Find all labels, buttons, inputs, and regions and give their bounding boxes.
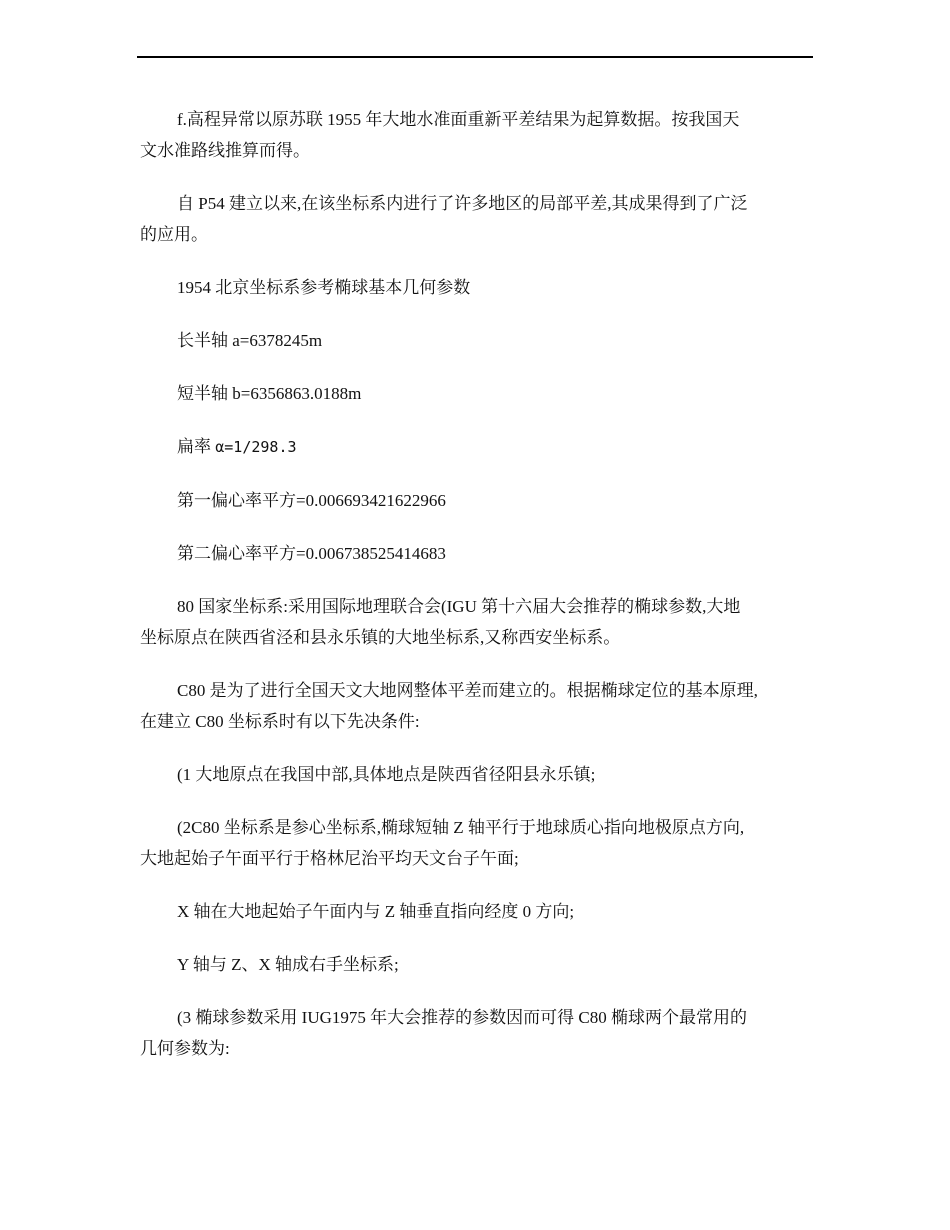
text-line: X 轴在大地起始子午面内与 Z 轴垂直指向经度 0 方向;: [177, 902, 575, 921]
text-line: C80 是为了进行全国天文大地网整体平差而建立的。根据椭球定位的基本原理,: [177, 681, 758, 700]
text-line: 第一偏心率平方=0.006693421622966: [177, 491, 446, 510]
paragraph-elevation-anomaly: [140, 104, 812, 166]
text-line: 长半轴 a=6378245m: [177, 331, 323, 350]
document-body: [140, 104, 812, 1064]
paragraph-c80-definition: [140, 591, 812, 653]
text-line: 1954 北京坐标系参考椭球基本几何参数: [177, 278, 471, 297]
text-line: 几何参数为:: [140, 1039, 230, 1058]
paragraph-c80-purpose: [140, 675, 812, 737]
paragraph-p54-usage: [140, 188, 812, 250]
text-line: 第二偏心率平方=0.006738525414683: [177, 544, 446, 563]
paragraph-semi-major-axis: [140, 325, 812, 356]
flattening-value: α=1/298.3: [215, 438, 297, 456]
text-line: [140, 431, 812, 463]
text-line: 的应用。: [140, 225, 208, 244]
header-rule: [137, 56, 813, 58]
paragraph-condition-3: [140, 1002, 812, 1064]
text-line: 自 P54 建立以来,在该坐标系内进行了许多地区的局部平差,其成果得到了广泛: [177, 194, 748, 213]
paragraph-condition-1: [140, 759, 812, 790]
text-line: f.高程异常以原苏联 1955 年大地水准面重新平差结果为起算数据。按我国天: [177, 110, 740, 129]
text-line: 短半轴 b=6356863.0188m: [177, 384, 362, 403]
paragraph-second-eccentricity: [140, 538, 812, 569]
text-line: 80 国家坐标系:采用国际地理联合会(IGU 第十六届大会推荐的椭球参数,大地: [177, 597, 741, 616]
text-line: 在建立 C80 坐标系时有以下先决条件:: [140, 712, 420, 731]
text-line: (1 大地原点在我国中部,具体地点是陕西省径阳县永乐镇;: [177, 765, 596, 784]
paragraph-x-axis: [140, 896, 812, 927]
text-line: 坐标原点在陕西省泾和县永乐镇的大地坐标系,又称西安坐标系。: [140, 628, 621, 647]
text-line: (2C80 坐标系是参心坐标系,椭球短轴 Z 轴平行于地球质心指向地极原点方向,: [177, 818, 745, 837]
paragraph-y-axis: [140, 949, 812, 980]
paragraph-condition-2: [140, 812, 812, 874]
paragraph-flattening: [140, 431, 812, 463]
text-line: 大地起始子午面平行于格林尼治平均天文台子午面;: [140, 849, 519, 868]
text-line: (3 椭球参数采用 IUG1975 年大会推荐的参数因而可得 C80 椭球两个最常用的: [177, 1008, 747, 1027]
paragraph-ellipsoid-heading: [140, 272, 812, 303]
text-line: Y 轴与 Z、X 轴成右手坐标系;: [177, 955, 399, 974]
paragraph-first-eccentricity: [140, 485, 812, 516]
flattening-label: 扁率: [177, 437, 216, 456]
paragraph-semi-minor-axis: [140, 378, 812, 409]
text-line: 文水准路线推算而得。: [140, 141, 310, 160]
